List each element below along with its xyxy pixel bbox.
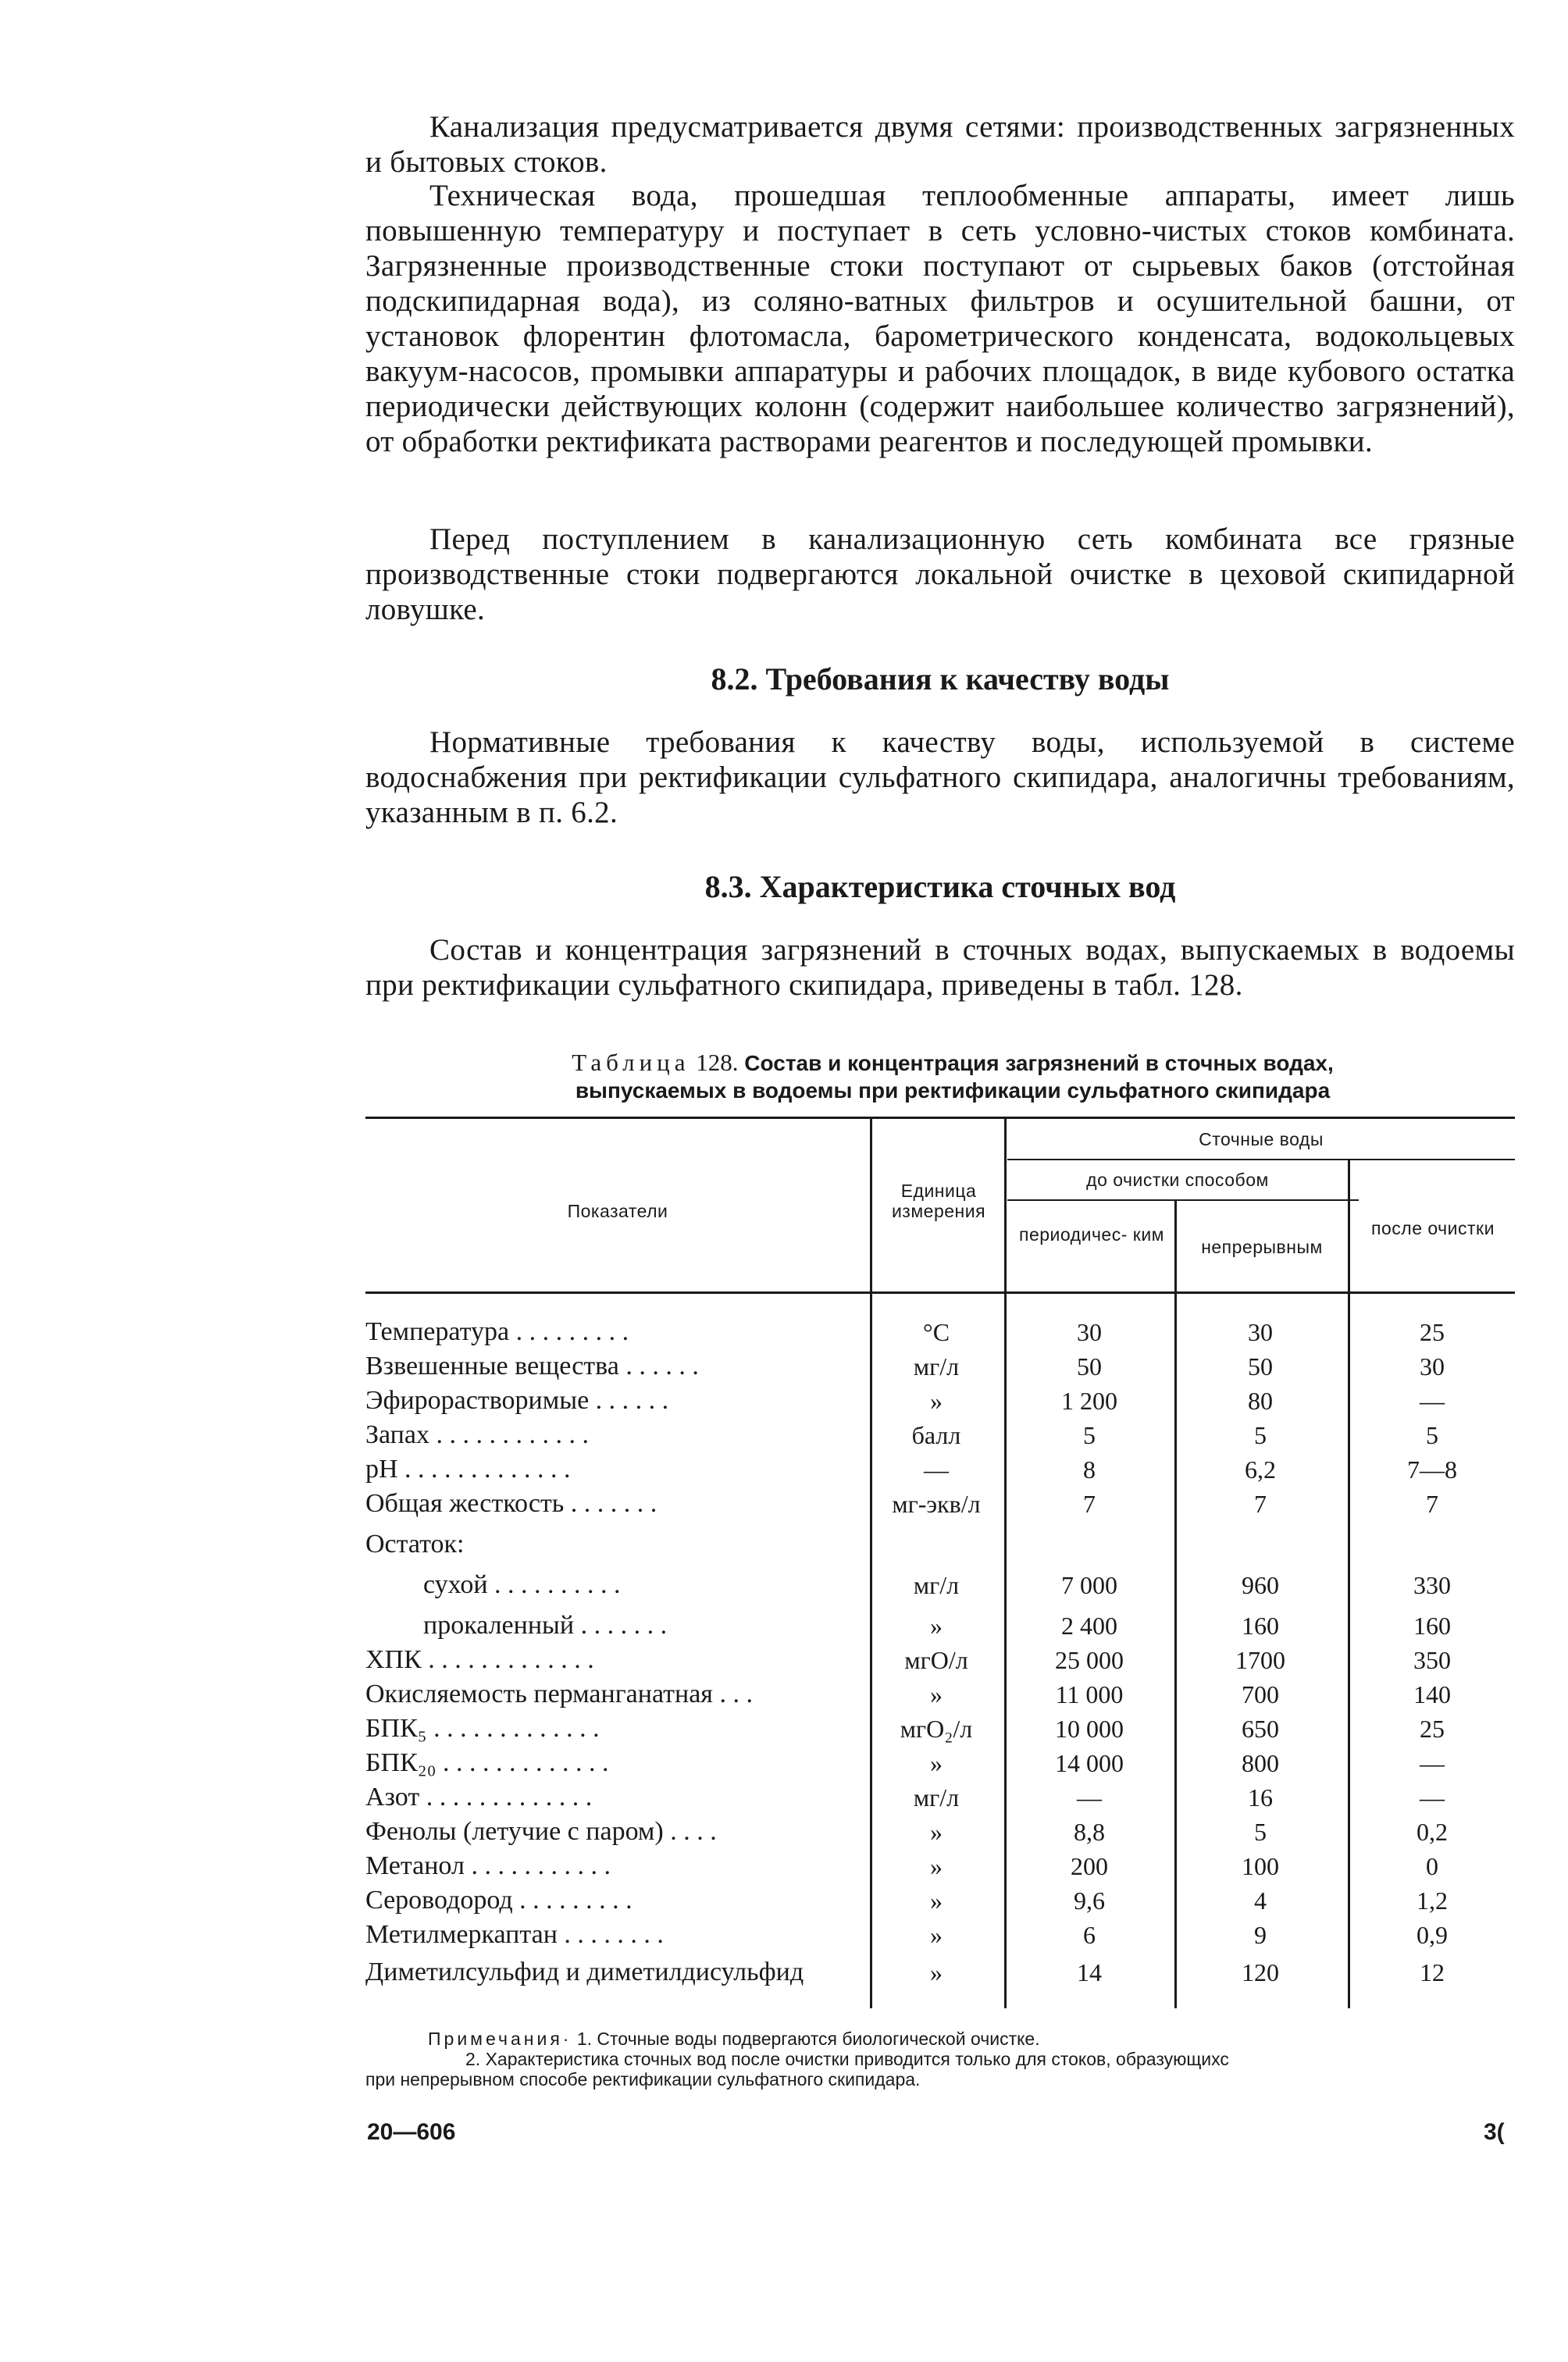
- header-indicators: Показатели: [567, 1201, 668, 1221]
- value-continuous: [1176, 1527, 1345, 1562]
- value-periodic: 8: [1083, 1455, 1096, 1484]
- value-periodic: 7: [1083, 1490, 1096, 1518]
- section-heading-wastewater: 8.3. Характеристика сточных вод: [704, 869, 1176, 904]
- header-unit: Единица измерения: [891, 1181, 986, 1221]
- row-label: Азот . . . . . . . . . . . . .: [365, 1783, 593, 1812]
- paragraph-sewerage: Канализация предусматривается двумя сетями: производственных загрязненных и бытовых стоков.: [365, 110, 1515, 179]
- table-caption-line2: выпускаемых в водоемы при ректификации сульфатного скипидара: [575, 1078, 1331, 1103]
- row-unit: »: [930, 1852, 943, 1880]
- value-periodic: 1 200: [1061, 1387, 1117, 1415]
- value-after-treatment: 0: [1426, 1852, 1438, 1880]
- value-after-treatment: —: [1420, 1783, 1445, 1812]
- row-label: Диметилсульфид и диметилдисульфид: [365, 1958, 804, 1986]
- row-unit: »: [930, 1749, 943, 1777]
- signature-mark: 20—606: [367, 2119, 456, 2145]
- value-continuous: 1700: [1235, 1646, 1285, 1674]
- row-label: pH . . . . . . . . . . . . .: [365, 1455, 571, 1484]
- row-label: Эфирорастворимые . . . . . .: [365, 1386, 669, 1415]
- value-continuous: 6,2: [1245, 1455, 1276, 1484]
- row-unit: —: [924, 1455, 949, 1484]
- row-label: Метилмеркаптан . . . . . . . .: [365, 1920, 664, 1949]
- value-periodic: 5: [1083, 1421, 1096, 1449]
- value-after-treatment: 1,2: [1417, 1886, 1448, 1915]
- value-continuous: 5: [1254, 1818, 1267, 1846]
- rule-under-wastewater: [1007, 1159, 1515, 1160]
- row-label: Взвешенные вещества . . . . . .: [365, 1352, 699, 1381]
- value-periodic: 200: [1071, 1852, 1108, 1880]
- value-continuous: 120: [1242, 1958, 1279, 1986]
- row-unit: »: [930, 1680, 943, 1708]
- row-unit: мг-экв/л: [892, 1490, 981, 1518]
- value-periodic: —: [1077, 1783, 1102, 1812]
- row-unit: »: [930, 1387, 943, 1415]
- row-unit: мг/л: [913, 1571, 960, 1599]
- value-continuous: 800: [1242, 1749, 1279, 1777]
- value-after-treatment: 12: [1420, 1958, 1445, 1986]
- paragraph-requirements: Нормативные требования к качеству воды, используемой в системе водоснабжения при ректификации сульфатного скипидара, аналогичны требованиям, указанным в п. 6.2.: [365, 725, 1515, 829]
- table-vline-unit-left: [870, 1118, 872, 2008]
- value-periodic: 6: [1083, 1921, 1096, 1949]
- row-label: Общая жесткость . . . . . . .: [365, 1489, 657, 1518]
- table-header-rule: [365, 1291, 1515, 1294]
- value-continuous: 960: [1242, 1571, 1279, 1599]
- table-caption-line1: Состав и концентрация загрязнений в сточных водах,: [744, 1051, 1334, 1075]
- paragraph-table-reference: Состав и концентрация загрязнений в сточных водах, выпускаемых в водоемы при ректификации сульфатного скипидара, приведены в табл. 128.: [365, 933, 1515, 1002]
- value-continuous: 7: [1254, 1490, 1267, 1518]
- value-after-treatment: 5: [1426, 1421, 1438, 1449]
- row-unit: балл: [911, 1421, 961, 1449]
- note-2-continued: при непрерывном способе ректификации сульфатного скипидара.: [365, 2069, 921, 2089]
- row-unit: »: [930, 1921, 943, 1949]
- value-continuous: 5: [1254, 1421, 1267, 1449]
- row-label: Остаток:: [365, 1530, 465, 1559]
- value-periodic: 10 000: [1055, 1715, 1124, 1743]
- value-after-treatment: 0,9: [1417, 1921, 1448, 1949]
- value-periodic: 2 400: [1061, 1612, 1117, 1640]
- value-periodic: 11 000: [1055, 1680, 1124, 1708]
- table-caption-number: 128.: [696, 1049, 739, 1076]
- note-1: [428, 2029, 1040, 2049]
- paragraph-technical-water: Техническая вода, прошедшая теплообменные аппараты, имеет лишь повышенную температуру и поступает в сеть условно-чистых стоков комбината. Загрязненные производственные стоки поступают от сырьевых баков (отстойная подскипидарная вода), из соляно-ватных фильтров и осушительной башни, от установок флорентин флотомасла, барометрического конденсата, водокольцевых вакуум-насосов, промывки аппаратуры и рабочих площадок, в виде кубового остатка периодически действующих колонн (содержит наибольшее количество загрязнений), от обработки ректификата растворами реагентов и последующей промывки.: [365, 179, 1515, 458]
- header-continuous: непрерывным: [1201, 1237, 1323, 1257]
- value-periodic: 8,8: [1074, 1818, 1105, 1846]
- row-label: Окисляемость перманганатная . . .: [365, 1680, 753, 1708]
- row-label: БПК₅ . . . . . . . . . . . . .: [365, 1714, 600, 1743]
- value-after-treatment: 25: [1420, 1318, 1445, 1346]
- value-periodic: 14 000: [1055, 1749, 1124, 1777]
- table-caption: [406, 1049, 1499, 1104]
- value-periodic: 7 000: [1061, 1571, 1117, 1599]
- value-after-treatment: [1349, 1527, 1515, 1562]
- value-periodic: 9,6: [1074, 1886, 1105, 1915]
- row-label: прокаленный . . . . . . .: [423, 1611, 668, 1640]
- value-after-treatment: 7—8: [1407, 1455, 1457, 1484]
- row-label: Фенолы (летучие с паром) . . . .: [365, 1817, 717, 1846]
- value-periodic: 50: [1077, 1352, 1102, 1381]
- table-vline-unit-right: [1004, 1118, 1007, 2008]
- row-unit: [873, 1527, 1000, 1562]
- value-periodic: 30: [1077, 1318, 1102, 1346]
- row-label: Температура . . . . . . . . .: [365, 1317, 629, 1346]
- header-after-treatment: после очистки: [1371, 1218, 1495, 1238]
- row-unit: мг/л: [913, 1783, 960, 1812]
- row-unit: »: [930, 1886, 943, 1915]
- value-continuous: 30: [1248, 1318, 1273, 1346]
- header-before-treatment: до очистки способом: [1086, 1170, 1269, 1190]
- row-unit: мгО/л: [904, 1646, 968, 1674]
- value-after-treatment: 25: [1420, 1715, 1445, 1743]
- value-after-treatment: —: [1420, 1749, 1445, 1777]
- row-label: Метанол . . . . . . . . . . .: [365, 1851, 611, 1880]
- row-label: Сероводород . . . . . . . . .: [365, 1886, 633, 1915]
- note-1-text: 1. Сточные воды подвергаются биологической очистке.: [576, 2029, 1040, 2049]
- row-label: ХПК . . . . . . . . . . . . .: [365, 1645, 594, 1674]
- value-periodic: 25 000: [1055, 1646, 1124, 1674]
- value-periodic: 14: [1077, 1958, 1102, 1986]
- value-periodic: [1007, 1527, 1171, 1562]
- value-continuous: 700: [1242, 1680, 1279, 1708]
- value-continuous: 9: [1254, 1921, 1267, 1949]
- value-after-treatment: 0,2: [1417, 1818, 1448, 1846]
- table-caption-label: Таблица: [572, 1049, 690, 1076]
- row-unit: мгО₂/л: [900, 1715, 973, 1743]
- value-after-treatment: 30: [1420, 1352, 1445, 1381]
- value-after-treatment: 140: [1413, 1680, 1451, 1708]
- header-periodic: периодичес- ким: [1019, 1224, 1164, 1245]
- section-heading-water-quality: 8.2. Требования к качеству воды: [711, 661, 1170, 696]
- row-unit: »: [930, 1958, 943, 1986]
- value-after-treatment: 350: [1413, 1646, 1451, 1674]
- header-wastewater: Сточные воды: [1199, 1129, 1324, 1149]
- page-number: 3(: [1484, 2119, 1505, 2145]
- value-continuous: 650: [1242, 1715, 1279, 1743]
- value-continuous: 50: [1248, 1352, 1273, 1381]
- value-after-treatment: 160: [1413, 1612, 1451, 1640]
- rule-under-method: [1007, 1199, 1359, 1201]
- row-unit: »: [930, 1612, 943, 1640]
- value-after-treatment: 7: [1426, 1490, 1438, 1518]
- value-continuous: 80: [1248, 1387, 1273, 1415]
- row-unit: °С: [922, 1318, 950, 1346]
- row-label: Запах . . . . . . . . . . . .: [365, 1420, 589, 1449]
- value-continuous: 4: [1254, 1886, 1267, 1915]
- note-2: 2. Характеристика сточных вод после очистки приводится только для стоков, образующихс: [465, 2049, 1229, 2069]
- row-label: БПК₂₀ . . . . . . . . . . . . .: [365, 1748, 609, 1777]
- value-continuous: 16: [1248, 1783, 1273, 1812]
- table-top-rule: [365, 1117, 1515, 1119]
- row-unit: мг/л: [913, 1352, 960, 1381]
- row-label: сухой . . . . . . . . . .: [423, 1570, 621, 1599]
- value-continuous: 160: [1242, 1612, 1279, 1640]
- value-after-treatment: 330: [1413, 1571, 1451, 1599]
- notes-title: Примечания·: [428, 2029, 572, 2049]
- value-after-treatment: —: [1420, 1387, 1445, 1415]
- row-unit: »: [930, 1818, 943, 1846]
- value-continuous: 100: [1242, 1852, 1279, 1880]
- paragraph-local-treatment: Перед поступлением в канализационную сеть комбината все грязные производственные стоки подвергаются локальной очистке в цеховой скипидарной ловушке.: [365, 522, 1515, 626]
